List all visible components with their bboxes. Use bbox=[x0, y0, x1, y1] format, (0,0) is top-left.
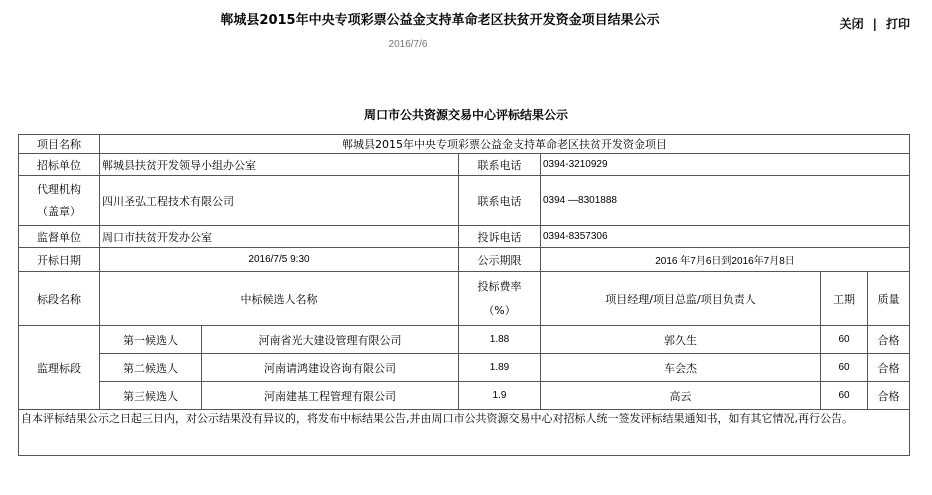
row-project-name bbox=[19, 135, 910, 154]
evaluation-result-table bbox=[18, 134, 910, 456]
candidate-manager: 车会杰 bbox=[541, 354, 821, 382]
bid-rate-header-line1: 投标费率 bbox=[477, 279, 522, 293]
open-date-value: 2016/7/5 9:30 bbox=[100, 248, 459, 272]
candidate-company: 河南建基工程管理有限公司 bbox=[202, 382, 459, 410]
row-supervisor bbox=[19, 226, 910, 248]
period-value: 2016 年7月6日到2016年7月8日 bbox=[541, 248, 910, 272]
project-name-label: 项目名称 bbox=[19, 135, 100, 154]
table-row bbox=[19, 354, 910, 382]
bid-rate-header-line2: （%） bbox=[483, 303, 516, 317]
manager-header: 项目经理/项目总监/项目负责人 bbox=[541, 272, 821, 326]
tenderer-phone-label: 联系电话 bbox=[459, 154, 541, 176]
candidate-quality: 合格 bbox=[868, 326, 910, 354]
candidate-duration: 60 bbox=[821, 326, 868, 354]
agency-phone-label: 联系电话 bbox=[459, 176, 541, 226]
tenderer-value: 郸城县扶贫开发领导小组办公室 bbox=[100, 154, 459, 176]
candidate-manager: 高云 bbox=[541, 382, 821, 410]
agency-value: 四川圣弘工程技术有限公司 bbox=[100, 176, 459, 226]
row-tenderer bbox=[19, 154, 910, 176]
supervisor-value: 周口市扶贫开发办公室 bbox=[100, 226, 459, 248]
agency-label bbox=[19, 176, 100, 226]
candidate-duration: 60 bbox=[821, 382, 868, 410]
table-row bbox=[19, 326, 910, 354]
separator: | bbox=[872, 17, 877, 31]
table-row bbox=[19, 382, 910, 410]
candidate-rate: 1.9 bbox=[459, 382, 541, 410]
project-name-value: 郸城县2015年中央专项彩票公益金支持革命老区扶贫开发资金项目 bbox=[100, 135, 910, 154]
footer-note: 自本评标结果公示之日起三日内，对公示结果没有异议的，将发布中标结果公告,并由周口市公共资源交易中心对招标人统一签发评标结果通知书，如有其它情况,再行公告。 bbox=[19, 410, 910, 456]
period-label: 公示期限 bbox=[459, 248, 541, 272]
publish-date: 2016/7/6 bbox=[388, 39, 428, 50]
agency-phone: 0394 —8301888 bbox=[541, 176, 910, 226]
tenderer-label: 招标单位 bbox=[19, 154, 100, 176]
section-name-cell: 监理标段 bbox=[19, 326, 100, 410]
candidate-rank: 第二候选人 bbox=[100, 354, 202, 382]
duration-header: 工期 bbox=[821, 272, 868, 326]
complaint-phone-label: 投诉电话 bbox=[459, 226, 541, 248]
agency-label-line2: （盖章） bbox=[37, 204, 81, 218]
row-open-date bbox=[19, 248, 910, 272]
open-date-label: 开标日期 bbox=[19, 248, 100, 272]
complaint-phone: 0394-8357306 bbox=[541, 226, 910, 248]
result-subtitle: 周口市公共资源交易中心评标结果公示 bbox=[363, 108, 568, 122]
candidate-company: 河南省光大建设管理有限公司 bbox=[202, 326, 459, 354]
candidate-name-header: 中标候选人名称 bbox=[100, 272, 459, 326]
row-agency bbox=[19, 176, 910, 226]
quality-header: 质量 bbox=[868, 272, 910, 326]
document-title: 郸城县2015年中央专项彩票公益金支持革命老区扶贫开发资金项目结果公示 bbox=[220, 13, 660, 28]
candidate-duration: 60 bbox=[821, 354, 868, 382]
row-footer-note bbox=[19, 410, 910, 456]
candidate-rank: 第三候选人 bbox=[100, 382, 202, 410]
row-column-headers bbox=[19, 272, 910, 326]
tenderer-phone: 0394-3210929 bbox=[541, 154, 910, 176]
close-link[interactable]: 关闭 bbox=[839, 17, 864, 31]
print-link[interactable]: 打印 bbox=[885, 17, 910, 31]
header-actions bbox=[840, 15, 910, 32]
candidate-rate: 1.88 bbox=[459, 326, 541, 354]
section-name-header: 标段名称 bbox=[19, 272, 100, 326]
candidate-quality: 合格 bbox=[868, 354, 910, 382]
agency-label-line1: 代理机构 bbox=[37, 182, 81, 196]
candidate-rank: 第一候选人 bbox=[100, 326, 202, 354]
candidate-rate: 1.89 bbox=[459, 354, 541, 382]
candidate-manager: 郭久生 bbox=[541, 326, 821, 354]
supervisor-label: 监督单位 bbox=[19, 226, 100, 248]
candidate-quality: 合格 bbox=[868, 382, 910, 410]
bid-rate-header bbox=[459, 272, 541, 326]
candidate-company: 河南请鸿建设咨询有限公司 bbox=[202, 354, 459, 382]
